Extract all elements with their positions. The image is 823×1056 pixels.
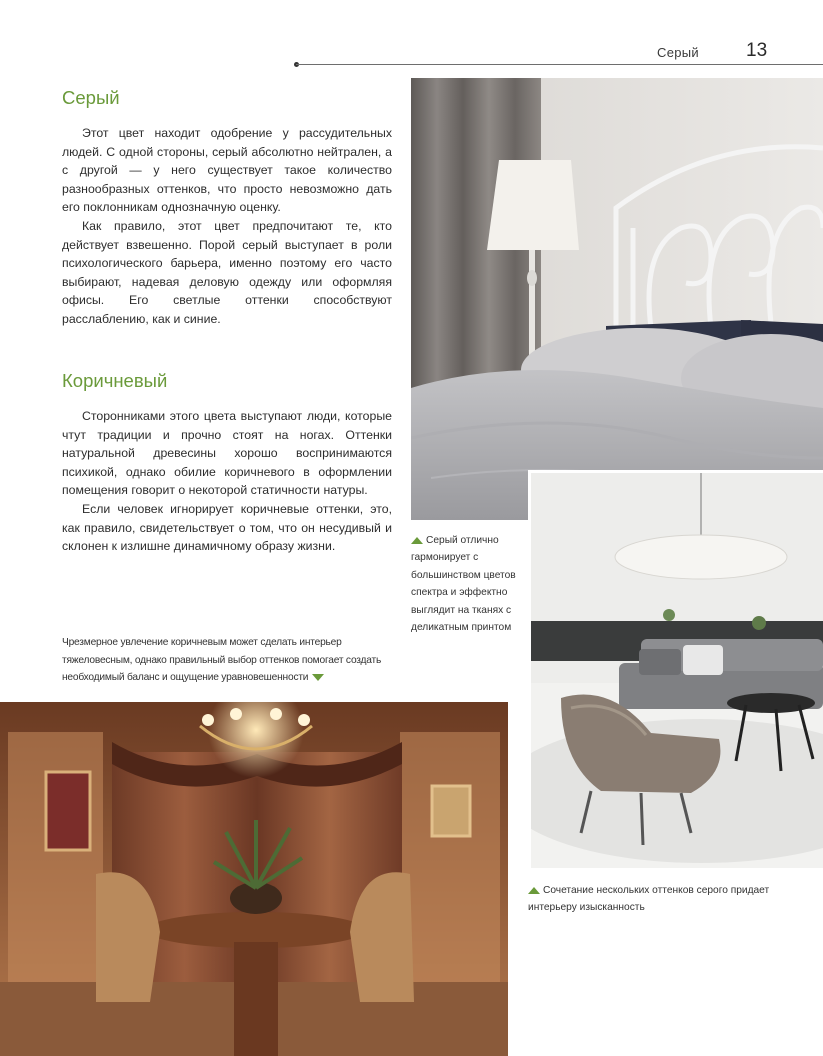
- header-rule: [296, 64, 823, 65]
- section-heading-brown: Коричневый: [62, 370, 168, 391]
- dining-room-photo: [0, 702, 508, 1056]
- brown-note: [62, 634, 382, 687]
- section-body-brown: [62, 407, 392, 556]
- paragraph: Как правило, этот цвет предпочитают те, кто действует взвешенно. Порой серый выступает в роли психологического барьера, именно поэтому его часто выбирают, надевая деловую одежду или оформляя офисы. Его светлые оттенки способствуют расслаблению, как и синие.: [62, 218, 392, 326]
- paragraph: Сторонниками этого цвета выступают люди, которые чтут традиции и прочно стоят на ногах. Оттенки натуральной древесины хорошо воспринимаются психикой, однако обилие коричневого в оформлении помещения говорит о некоторой статичности натуры.: [62, 409, 392, 498]
- note-text: Чрезмерное увлечение коричневым может сделать интерьер тяжеловесным, однако правильный выбор оттенков помогает создать необходимый баланс и ощущение уравновешенности: [62, 637, 382, 684]
- paragraph: Этот цвет находит одобрение у рассудительных людей. С одной стороны, серый абсолютно нейтрален, а с другой — у него существует такое количество разнообразных оттенков, что просто невозможно дать его поклонникам однозначную оценку.: [62, 126, 392, 215]
- bedroom-caption: [411, 532, 516, 636]
- paragraph: Если человек игнорирует коричневые оттенки, это, как правило, свидетельствует о том, что он несудивый и склонен к излишне динамичному образу жизни.: [62, 501, 392, 554]
- section-heading-gray: Серый: [62, 87, 120, 108]
- caption-text: Сочетание нескольких оттенков серого придает интерьеру изысканность: [528, 885, 770, 914]
- triangle-up-icon: [411, 537, 423, 544]
- triangle-up-icon: [528, 887, 540, 894]
- page-number: 13: [746, 40, 768, 61]
- living-room-caption: [528, 882, 818, 917]
- caption-text: Серый отлично гармонирует с большинством цветов спектра и эффектно выглядит на тканях с деликатным принтом: [411, 535, 516, 634]
- running-title: Серый: [657, 45, 699, 60]
- bedroom-photo: [411, 78, 823, 520]
- living-room-photo: [528, 470, 823, 868]
- triangle-down-icon: [312, 674, 324, 681]
- section-body-gray: [62, 124, 392, 329]
